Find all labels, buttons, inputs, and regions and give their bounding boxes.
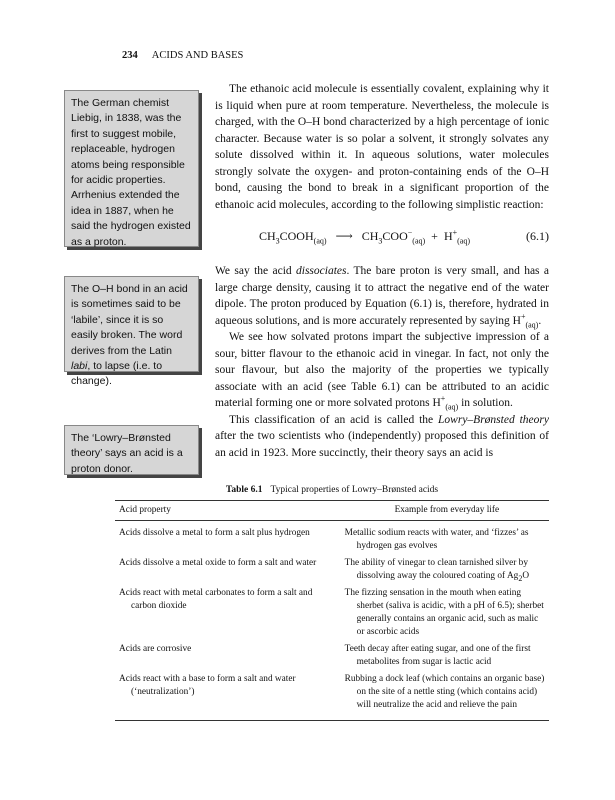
table-cell: Acids react with metal carbonates to form a salt and carbon dioxide — [119, 588, 313, 611]
table-row — [115, 641, 549, 671]
paragraph-4: This classification of an acid is called the Lowry–Brønsted theory after the two scientists who (independently) proposed this definition of an acid in 1923. More succinctly, their theory says an acid is — [215, 413, 549, 459]
table-cell: Acids dissolve a metal oxide to form a salt and water — [119, 558, 317, 568]
table-cell: Teeth decay after eating sugar, and one of the first metabolites from sugar is lactic acid — [344, 644, 531, 667]
margin-note-lowry-bronsted — [64, 425, 199, 475]
margin-note-text: The German chemist Liebig, in 1838, was the first to suggest mobile, replaceable, hydrogen atoms being responsible for acidic properties. Arrhenius extended the idea in 1887, when he said the hydrogen existed as a proton. — [71, 97, 191, 248]
margin-note-liebig — [64, 90, 199, 247]
table-header-row — [115, 501, 549, 521]
column-header-property: Acid property — [115, 501, 341, 521]
table-caption — [115, 485, 549, 495]
table-row — [115, 521, 549, 556]
table-row — [115, 585, 549, 641]
margin-note-emphasis: labi — [71, 360, 88, 373]
table-cell: Acids dissolve a metal to form a salt plus hydrogen — [119, 528, 310, 538]
table-cell: Rubbing a dock leaf (which contains an organic base) on the site of a nettle sting (which contains acid) will neutralize the acid and relieve the pain — [344, 674, 545, 710]
margin-note-text: The O–H bond in an acid is sometimes said to be ‘labile’, since it is so easily broken. The word derives from the Latin — [71, 283, 188, 357]
paragraph-1: The ethanoic acid molecule is essentially covalent, explaining why it is liquid when pure at room temperature. Nevertheless, the molecule is charged, with the O–H bond characterized by a high percentage of ionic character. Because water is so polar a solvent, it strongly solvates any solute dissolved within it. In aqueous solutions, water molecules strongly solvate the oxygen- and proton-containing ends of the O–H bond, causing the bond to break in a significant proportion of the ethanoic acid molecules, according to the following simplistic reaction: — [215, 83, 549, 211]
table-cell: The fizzing sensation in the mouth when eating sherbet (saliva is acidic, with a pH of 6.5); sherbet generally contains an organic acid, such as malic or ascorbic acids — [344, 588, 544, 637]
properties-table — [115, 500, 549, 721]
margin-note-text: , to lapse (i.e. to change). — [71, 360, 163, 388]
table-cell: The ability of vinegar to clean tarnished silver by dissolving away the coloured coating of $Ag_2O$ — [344, 558, 530, 583]
chapter-title: ACIDS AND BASES — [151, 50, 244, 61]
running-head — [122, 50, 243, 61]
table-label: Table 6.1 — [225, 485, 263, 495]
reaction-arrow: ⟶ — [335, 228, 353, 243]
equation-formula: $CH_3COOH_{(aq)}$ ⟶ $CH_3COO^-_{(aq)} + H^+_{(aq)}$ — [258, 227, 471, 246]
margin-note-text: The ‘Lowry–Brønsted theory’ says an acid is a proton donor. — [71, 432, 183, 475]
column-header-example: Example from everyday life — [341, 501, 549, 521]
page-number: 234 — [122, 50, 138, 61]
paragraph-2: We say the acid dissociates. The bare proton is very small, and has a large charge density, causing it to attract the negative end of the water dipole. The proton produced by Equation (6.1) is, therefore, hydrated in aqueous solutions, and is more accurately represented by saying $H^+_{(aq)}$. — [215, 265, 549, 329]
margin-note-labile — [64, 276, 199, 388]
table-title: Typical properties of Lowry–Brønsted acids — [270, 485, 439, 495]
table-row — [115, 671, 549, 721]
table-cell: Metallic sodium reacts with water, and ‘fizzes’ as hydrogen gas evolves — [344, 528, 529, 551]
table-cell: Acids are corrosive — [119, 644, 192, 654]
equation-6-1 — [215, 223, 549, 249]
body-text — [215, 81, 549, 461]
table-6-1 — [115, 485, 549, 721]
table-cell: Acids react with a base to form a salt and water (‘neutralization’) — [119, 674, 296, 697]
equation-number: (6.1) — [526, 228, 549, 243]
table-row — [115, 555, 549, 585]
paragraph-3: We see how solvated protons impart the subjective impression of a sour, bitter flavour to the ethanoic acid in vinegar. In fact, not only the sour flavour, but also the majority of the properties we typically associate with an acid (see Table 6.1) can be attributed to an acidic material forming one or more solvated protons $H^+_{(aq)}$ in solution. — [215, 331, 549, 412]
